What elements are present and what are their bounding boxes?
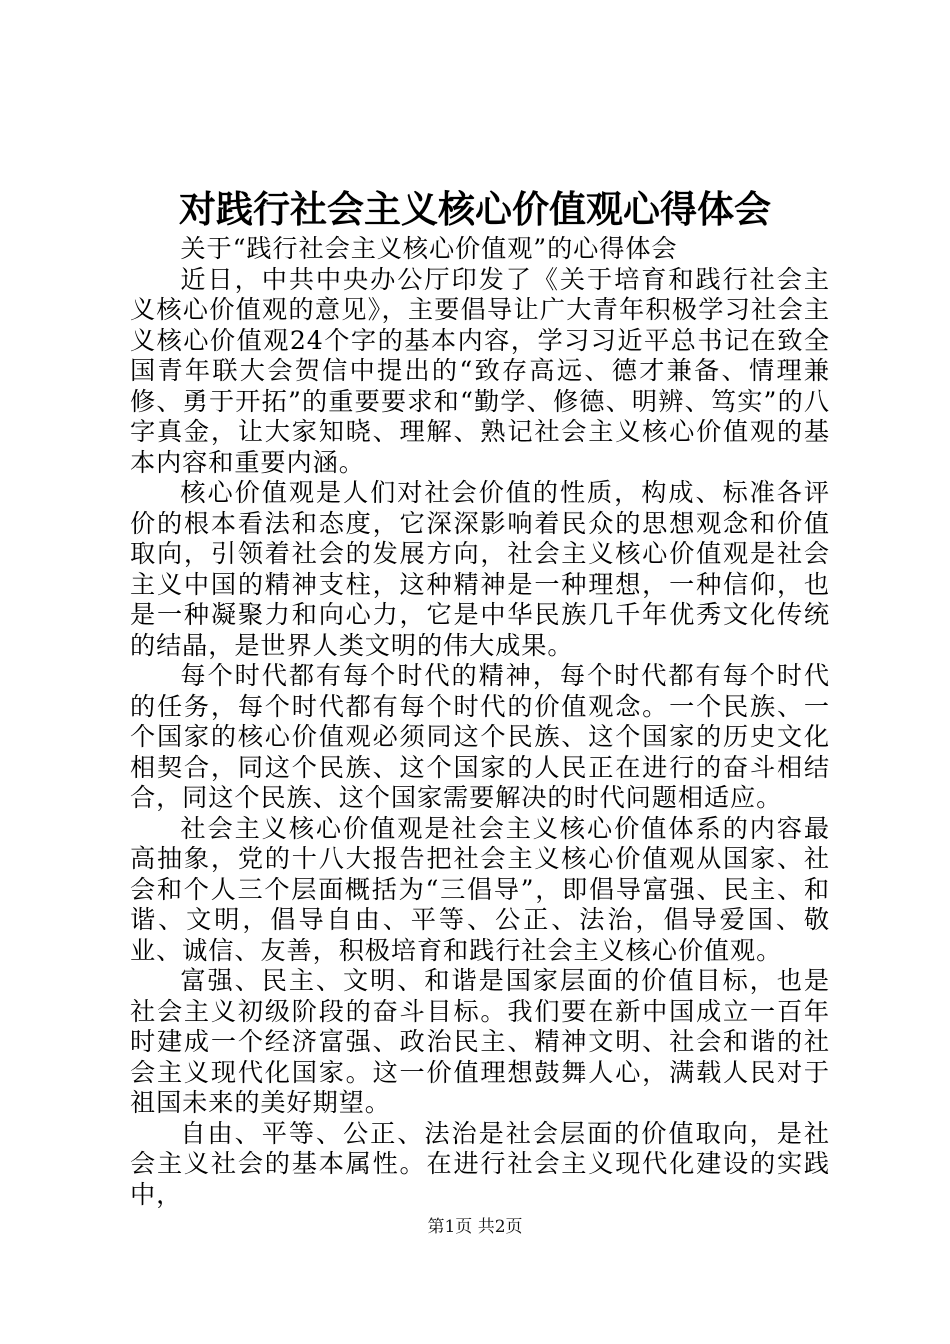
paragraph: 核心价值观是人们对社会价值的性质，构成、标准各评价的根本看法和态度，它深深影响着民众的思想观念和价值取向，引领着社会的发展方向，社会主义核心价值观是社会主义中国的精神支柱，这种精神是一种理想，一种信仰，也是一种凝聚力和向心力，它是中华民族几千年优秀文化传统的结晶，是世界人类文明的伟大成果。 — [130, 478, 830, 660]
page-footer: 第1页 共2页 — [427, 1217, 523, 1237]
paragraph: 近日，中共中央办公厅印发了《关于培育和践行社会主义核心价值观的意见》，主要倡导让广大青年积极学习社会主义核心价值观24个字的基本内容，学习习近平总书记在致全国青年联大会贺信中提出的“致存高远、德才兼备、情理兼修、勇于开拓”的重要要求和“勤学、修德、明辨、笃实”的八字真金，让大家知晓、理解、熟记社会主义核心价值观的基本内容和重要内涵。 — [130, 264, 830, 477]
paragraph: 每个时代都有每个时代的精神，每个时代都有每个时代的任务，每个时代都有每个时代的价值观念。一个民族、一个国家的核心价值观必须同这个民族、这个国家的历史文化相契合，同这个民族、这个国家的人民正在进行的奋斗相结合，同这个民族、这个国家需要解决的时代问题相适应。 — [130, 661, 830, 812]
paragraph: 富强、民主、文明、和谐是国家层面的价值目标，也是社会主义初级阶段的奋斗目标。我们要在新中国成立一百年时建成一个经济富强、政治民主、精神文明、社会和谐的社会主义现代化国家。这一价值理想鼓舞人心，满载人民对于祖国未来的美好期望。 — [130, 966, 830, 1117]
paragraph: 社会主义核心价值观是社会主义核心价值体系的内容最高抽象，党的十八大报告把社会主义核心价值观从国家、社会和个人三个层面概括为“三倡导”，即倡导富强、民主、和谐、文明，倡导自由、平等、公正、法治，倡导爱国、敬业、诚信、友善，积极培育和践行社会主义核心价值观。 — [130, 813, 830, 965]
document-body — [130, 234, 830, 1210]
paragraph: 关于“践行社会主义核心价值观”的心得体会 — [180, 234, 678, 263]
document-title: 对践行社会主义核心价值观心得体会 — [179, 187, 771, 231]
paragraph: 自由、平等、公正、法治是社会层面的价值取向，是社会主义社会的基本属性。在进行社会主义现代化建设的实践中， — [130, 1118, 830, 1209]
